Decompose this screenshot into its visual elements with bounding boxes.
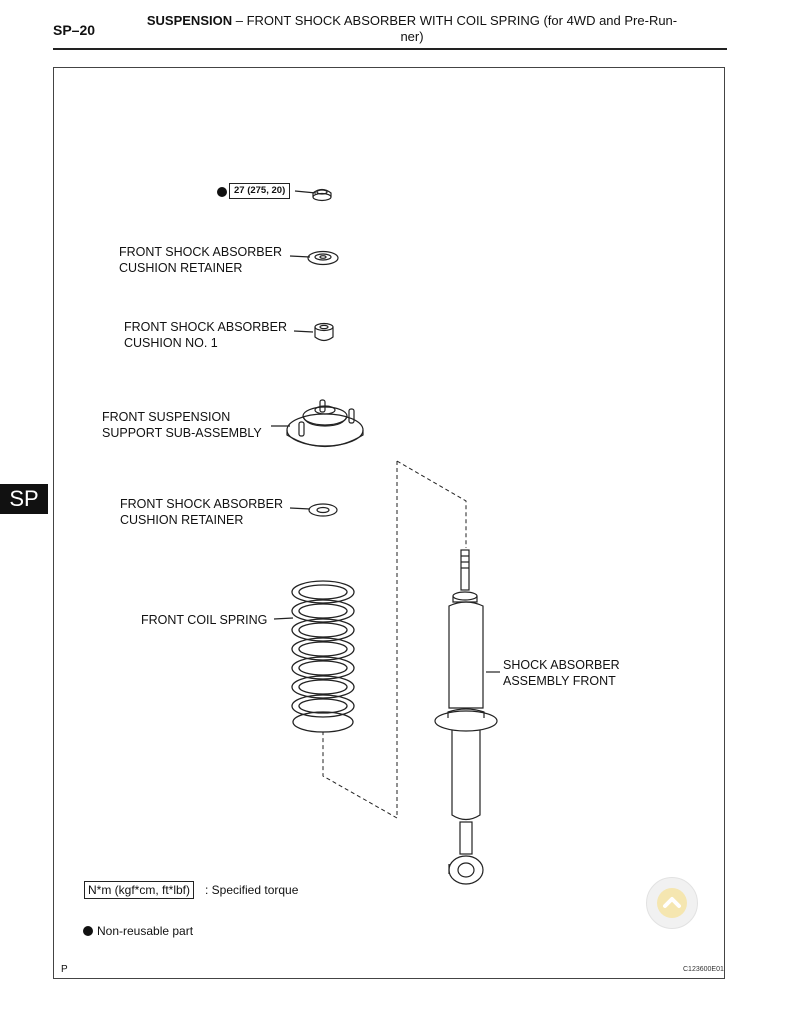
label-support-sub-assembly (102, 409, 262, 441)
figure-code: C123600E01 (683, 966, 724, 973)
legend-non-reusable-text: Non-reusable part (97, 924, 194, 938)
legend-torque-text: : Specified torque (205, 883, 299, 897)
label-support-line1: FRONT SUSPENSION (102, 410, 231, 424)
label-cushion-no1-line1: FRONT SHOCK ABSORBER (124, 320, 287, 334)
shock-absorber-part (435, 550, 497, 884)
legend-torque-box: N*m (kgf*cm, ft*lbf) (84, 881, 194, 899)
leader-retainer-upper (290, 256, 310, 257)
section-tab: SP (0, 484, 48, 514)
title-line-1: FRONT SHOCK ABSORBER WITH COIL SPRING (for 4WD and Pre-Run- (246, 13, 678, 28)
label-cushion-retainer-upper-line2: CUSHION RETAINER (119, 261, 243, 275)
coil-spring-part (292, 581, 354, 732)
corner-letter: P (61, 964, 68, 975)
page-code: SP–20 (53, 22, 96, 38)
leader-coil-spring (274, 618, 293, 619)
label-cushion-retainer-upper (119, 244, 282, 276)
label-coil-spring (141, 612, 267, 628)
label-shock-absorber-line1: SHOCK ABSORBER (503, 658, 620, 672)
scroll-button-face (657, 888, 687, 918)
non-reusable-marker (217, 187, 227, 197)
label-cushion-retainer-lower-line1: FRONT SHOCK ABSORBER (120, 497, 283, 511)
cushion-no1-part (315, 324, 333, 341)
label-shock-absorber-line2: ASSEMBLY FRONT (503, 674, 616, 688)
support-sub-assembly-part (287, 400, 363, 447)
title-separator: – (235, 13, 243, 28)
legend-non-reusable-dot (83, 926, 93, 936)
label-cushion-retainer-lower-line2: CUSHION RETAINER (120, 513, 244, 527)
leader-retainer-lower (290, 508, 310, 509)
label-cushion-no1-line2: CUSHION NO. 1 (124, 336, 218, 350)
title-line-2: ner) (400, 29, 424, 44)
label-cushion-retainer-upper-line1: FRONT SHOCK ABSORBER (119, 245, 282, 259)
label-cushion-no1 (124, 319, 287, 351)
torque-spec-box: 27 (275, 20) (229, 183, 290, 199)
label-cushion-retainer-lower (120, 496, 283, 528)
chevron-up-icon (657, 888, 687, 918)
scroll-to-top-button[interactable] (646, 877, 698, 929)
cushion-retainer-lower-part (309, 504, 337, 516)
section-name: SUSPENSION (146, 13, 233, 28)
nut-part (313, 190, 331, 201)
label-shock-absorber (503, 657, 620, 689)
leader-cushion-no1 (294, 331, 313, 332)
label-coil-spring-text: FRONT COIL SPRING (141, 613, 268, 627)
label-support-line2: SUPPORT SUB-ASSEMBLY (102, 426, 262, 440)
alignment-lines (323, 461, 466, 818)
cushion-retainer-upper-part (308, 252, 338, 265)
